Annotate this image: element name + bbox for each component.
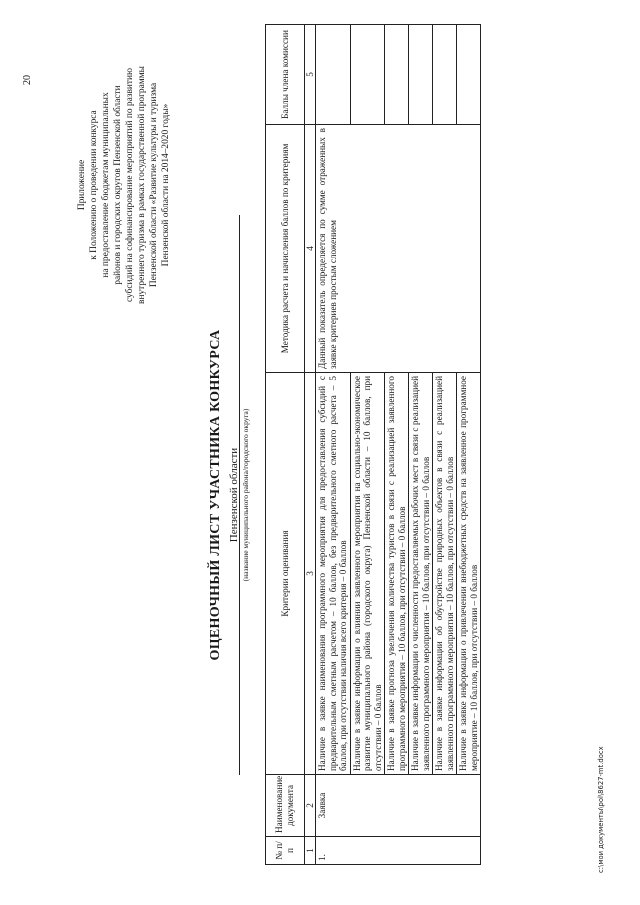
score-cell[interactable] [385, 25, 409, 125]
header-row [266, 25, 305, 865]
appendix-line: внутреннего туризма в рамках государственной программы [137, 66, 147, 304]
column-number: 4 [305, 125, 316, 373]
file-path-footer: c:\мои документы\pol\8627-mt.docx [597, 746, 605, 873]
form-title: ОЦЕНОЧНЫЙ ЛИСТ УЧАСТНИКА КОНКУРСА [208, 329, 223, 661]
header-cell: Критерии оценивания [266, 373, 305, 775]
appendix-line: субсидий на софинансирование мероприятий по развитию [125, 67, 135, 303]
score-cell[interactable] [433, 25, 457, 125]
score-cell[interactable] [350, 25, 385, 125]
criterion-cell: Наличие в заявке наименования программного мероприятия для предоставления субсидий с предварительным сметным расчетом – 10 баллов, без предварительного сметного расчета – 5 баллов, при отсутствии наличия всего критерия – 0 баллов [316, 373, 351, 775]
appendix-line: к Положению о проведении конкурса [89, 110, 99, 260]
appendix-line: Пензенской области на 2014–2020 годы» [161, 103, 171, 267]
appendix-line: Пензенской области «Развитие культуры и туризма [149, 82, 159, 288]
region-underline [239, 215, 240, 775]
criterion-cell: Наличие в заявке прогноза увеличения количества туристов в связи с реализацией заявленного программного мероприятия – 10 баллов, при отсутствии – 0 баллов [385, 373, 409, 775]
criterion-cell: Наличие в заявке информации о влиянии заявленного мероприятия на социально-экономическое развитие муниципального района (городского округа) Пензенской области – 10 баллов, при отсутствии – 0 баллов [350, 373, 385, 775]
region-note: (название муниципального района/городского округа) [241, 408, 250, 582]
criterion-cell: Наличие в заявке информации об обустройстве природных объектов в связи с реализацией заявленного программного мероприятия – 10 баллов, при отсутствии – 0 баллов [433, 373, 457, 775]
row-number: 1. [316, 837, 481, 865]
page-number: 20 [22, 75, 33, 85]
column-number: 3 [305, 373, 316, 775]
column-number: 2 [305, 775, 316, 837]
header-cell: Баллы члена комиссии [266, 25, 305, 125]
score-cell[interactable] [457, 25, 481, 125]
evaluation-table [265, 24, 481, 865]
header-cell: Методика расчета и начисления баллов по критериям [266, 125, 305, 373]
criterion-cell: Наличие в заявке информации о численности предоставляемых рабочих мест в связи с реализацией заявленного программного мероприятия – 10 баллов, при отсутствии – 0 баллов [409, 373, 433, 775]
method-cell: Данный показатель определяется по сумме отраженных в заявке критериев простым сложением [316, 125, 481, 373]
appendix-block [76, 25, 172, 345]
appendix-line: районов и городских округов Пензенской области [113, 85, 123, 285]
column-number: 5 [305, 25, 316, 125]
score-cell[interactable] [409, 25, 433, 125]
score-cell[interactable] [316, 25, 351, 125]
header-cell: № п/п [266, 837, 305, 865]
region-name: Пензенской области [228, 447, 240, 543]
document-name: Заявка [316, 775, 481, 837]
appendix-line: Приложение [77, 159, 87, 211]
criterion-cell: Наличие в заявке информации о привлечении внебюджетных средств на заявленное программное мероприятие – 10 баллов, при отсутствии – 0 баллов [457, 373, 481, 775]
column-number-row [305, 25, 316, 865]
table-row [316, 25, 351, 865]
column-number: 1 [305, 837, 316, 865]
header-cell: Наименование документа [266, 775, 305, 837]
appendix-line: на предоставление бюджетам муниципальных [101, 92, 111, 278]
